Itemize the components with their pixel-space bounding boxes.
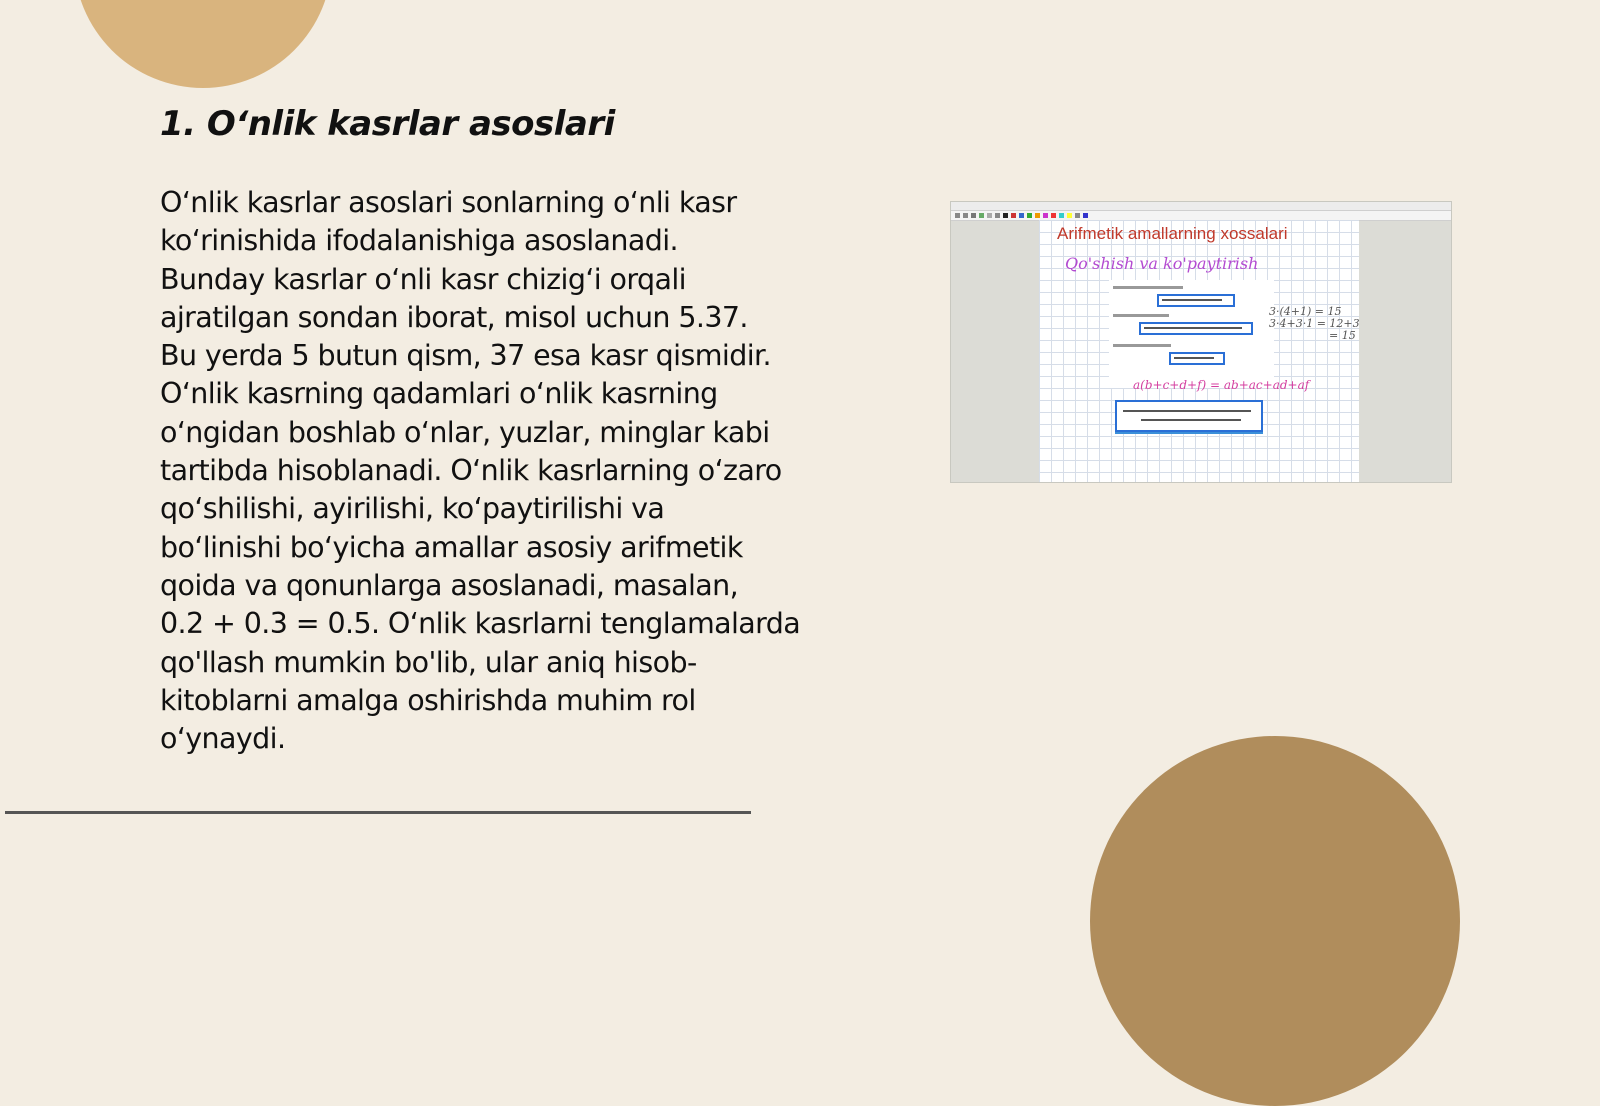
handwritten-example [1269, 306, 1360, 342]
formula-box [1139, 322, 1253, 335]
decorative-circle-bottom [1090, 736, 1460, 1106]
card-text-line [1113, 286, 1183, 289]
card-text-line [1113, 314, 1169, 317]
card-text-line [1113, 344, 1171, 347]
slide-title: 1. O‘nlik kasrlar asoslari [160, 104, 615, 144]
properties-card [1109, 280, 1274, 388]
toolbar-icons [955, 213, 1088, 218]
formula-box [1157, 294, 1235, 307]
handwritten-line: = 15 [1329, 329, 1356, 342]
whiteboard-screenshot-image [950, 201, 1452, 483]
formula-card [1115, 400, 1263, 432]
formula-box [1169, 352, 1225, 365]
whiteboard-heading: Arifmetik amallarning xossalari [1057, 224, 1288, 243]
handwritten-line: 3·4+3·1 = 12+3 [1269, 317, 1360, 330]
slide-body-text: O‘nlik kasrlar asoslari sonlarning o‘nli kasr ko‘rinishida ifodalanishiga asoslanadi. Bunday kasrlar o‘nli kasr chizig‘i orqali ajratilgan sondan iborat, misol uchun 5.37. Bu yerda 5 butun qism, 37 esa kasr qismidir. O‘nlik kasrning qadamlari o‘nlik kasrning o‘ngidan boshlab o‘nlar, yuzlar, minglar kabi tartibda hisoblanadi. O‘nlik kasrlarning o‘zaro qo‘shilishi, ayirilishi, ko‘paytirilishi va bo‘linishi bo‘yicha amallar asosiy arifmetik qoida va qonunlarga asoslanadi, masalan, 0.2 + 0.3 = 0.5. O‘nlik kasrlarni tenglamalarda qo'llash mumkin bo'lib, ular aniq hisob- kitoblarni amalga oshirishda muhim rol o‘ynaydi. [160, 186, 801, 756]
app-titlebar [951, 202, 1451, 211]
divider-line [5, 811, 751, 814]
handwritten-subtitle: Qo'shish va ko'paytirish [1065, 254, 1259, 273]
handwritten-line: 3·(4+1) = 15 [1269, 305, 1342, 318]
handwritten-formula: a(b+c+d+f) = ab+ac+ad+af [1133, 378, 1310, 392]
decorative-circle-top [74, 0, 332, 88]
whiteboard-page [1039, 220, 1359, 482]
